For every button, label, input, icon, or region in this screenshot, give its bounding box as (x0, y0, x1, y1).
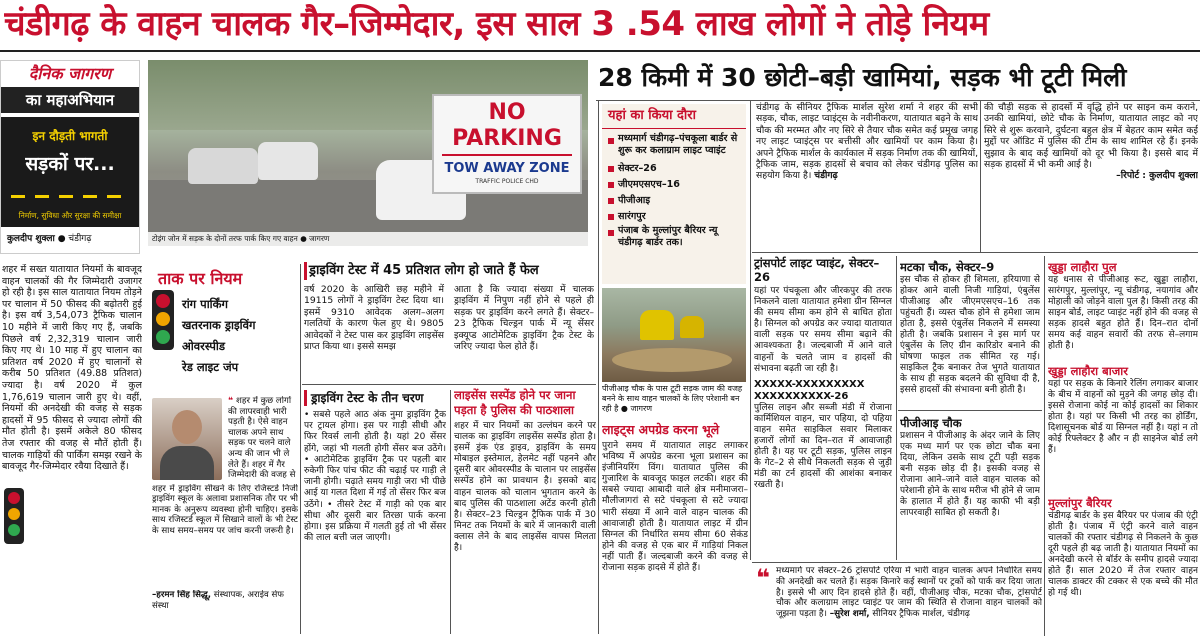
light-green-2 (8, 524, 20, 536)
matka-text: इस चौक से होकर ही शिमला, हरियाणा से होकर आने वाली निजी गाड़ियां, एंबुलेंस पीजीआइ और जीएमएसएच–16 तक पहुंचती हैं। व्यस्त चौक होने से हमेशा जाम होता है, इससे एंबुलेंस निकलने में समस्या होती है। जबकि प्रशासन ने इस मार्ग पर एंबुलेंस के लिए ग्रीन कारिडोर बनाने की घोषणा फाइल तक सीमित रह गई। साइकिल ट्रैक बनाकर तेज भुगते यातायात के साथ ही सड़क बदलने की सुविधा दी है, इससे हादसों की संभावना बनी होती है। (900, 275, 1040, 395)
headline: चंडीगढ़ के वाहन चालक गैर–जिम्मेदार, इस साल 3 .54 लाख लोगों ने तोड़े नियम (4, 4, 989, 44)
sign-sub: TOW AWAY ZONE (444, 161, 570, 176)
portrait-body (160, 446, 214, 480)
license-title-1: लाइसेंस सस्पेंड होने पर जाना (454, 388, 576, 402)
audit-report: –रिपोर्ट : कुलदीप शुक्ला (1116, 170, 1198, 182)
sign-divider (442, 154, 572, 156)
no-parking-photo (148, 60, 588, 246)
quote-body-1: शहर में कुछ लोगों की लापरवाही भारी पड़ती है। ऐसे वाहन चालक अपने साथ सड़क पर चलने वाले अन्य की जान भी ले लेते हैं। शहर में गैर जिम्मेदारी की वजह से (228, 396, 296, 480)
visit-item: सेक्टर–26 (608, 161, 740, 177)
marshal-place: चंडीगढ़ (814, 170, 838, 182)
subheadline: 28 किमी में 30 छोटी–बड़ी खामियां, सड़क भी टूटी मिली (598, 63, 1127, 92)
divider-2 (450, 390, 451, 634)
pgi-title: पीजीआइ चौक (900, 416, 962, 430)
khudda-market-text: यहां पर सड़क के किनारे रेलिंग लगाकर बाजार के बीच में वाहनों को मुड़ने की जगह छोड़ दी। इससे रोजाना कोई ना कोई हादसों का शिकार होता है। यहां पर किसी भी तरह का होर्डिंग, दिशासूचनक बोर्ड या सिग्नल नहीं है। यहां न तो कोई रिफ्लेक्टर है और न ही साइनेज बोर्ड लगे हैं। (1048, 379, 1198, 455)
pgi-text: प्रशासन ने पीजीआइ के अंदर जाने के लिए एक मध्य मार्ग पर एक छोटा चौक बना दिया, लेकिन उसके साथ टूटी पड़ी सड़क बनी सड़क छोड़ दी है। इसकी वजह से रोजाना आने–जाने वाले वाहन चालक को परेशानी होने के साथ मरीज भी होने से जाम के हालात में होते हैं। यह काफी भी बड़ी लापरवाही साबित हो सकती है। (900, 431, 1040, 518)
intro-text: शहर में सख्त यातायात नियमों के बावजूद वाहन चालकों की गैर जिम्मेदारी उजागर हो रही है। इस साल यातायात नियम तोड़ने पर चालान में 50 फीसद की बढ़ोतरी हुई है। इस वर्ष 3,54,073 ट्रैफिक चालान 10 महीने में जारी किए गए हैं, जबकि पिछले वर्ष 2,32,319 चालान जारी किए गए थे। 10 माह में हुए चालान का प्रतिशत वर्ष 2020 में हुए चालानों से करीब 50 प्रतिशत (49.88 प्रतिशत) ज्यादा है। वर्ष 2020 में कुल 1,76,619 चालान जारी हुए थे। वहीं, नियमों की अनदेखी की वजह से सड़क हादसों में 95 फीसद से ज्यादा लोगों की मौत होती है। इसमें अकेले 80 फीसद तेज रफ्तार की वजह से मौतें होती हैं। चालक गाड़ियों की पार्किंग समझ रखने के बावजूद गैर-जिम्मेदार रवैया दिखाते हैं। (2, 264, 142, 473)
campaign-line2: सड़कों पर... (25, 153, 115, 175)
divider-6 (980, 100, 981, 252)
visit-box (602, 104, 746, 284)
transport-text: यहां पर पंचकूला और जीरकपुर की तरफ निकलने वाला यातायात हमेशा ग्रीन सिग्नल की समय सीमा कम होने से बाधित होता है। सिग्नल को अपग्रेड कर ज्यादा यातायात वाली सड़क पर समय सीमा बढ़ाने की आवश्यकता है। जल्दबाजी में आने वाले वाहनों के चलते जाम व हादसों की संभावना बढ़ती जा रही है। (754, 286, 892, 374)
portrait-head (172, 410, 202, 444)
campaign-banner (1, 117, 139, 227)
matka-section (900, 256, 1040, 406)
khudda-bridge-section (1048, 256, 1198, 360)
khudda-bridge-title: खुड्डा लाहौरा पुल (1048, 260, 1117, 274)
khudda-market-section (1048, 360, 1198, 490)
bottom-quote-mark: ❝ (756, 566, 771, 590)
byline-sep: ● (57, 234, 69, 244)
campaign-brand: दैनिक जागरण (28, 64, 112, 83)
visit-item: पंजाब के मुल्लांपुर बैरियर न्यू चंडीगढ़ बार्डर तक। (608, 225, 740, 249)
car-1 (188, 148, 258, 184)
rule-item: रांग पार्किंग (182, 297, 228, 311)
quote-text-1 (228, 396, 298, 480)
rule-item: खतरनाक ड्राइविंग (182, 318, 256, 332)
khudda-market-title: खुड्डा लाहौरा बाजार (1048, 364, 1128, 378)
visit-item: पीजीआइ (608, 193, 740, 209)
divider-1 (300, 264, 301, 634)
campaign-tagline: निर्माण, सुविधा और सुरक्षा की समीक्षा (18, 211, 122, 220)
divider-4 (750, 100, 751, 560)
traffic-light-icon-2 (4, 488, 24, 544)
car-2 (258, 142, 318, 180)
bottom-quote (776, 566, 1042, 636)
sign-small: TRAFFIC POLICE CHD (475, 178, 539, 185)
mullanpur-section (1048, 492, 1198, 634)
divider-3 (598, 100, 599, 634)
test-left: वर्ष 2020 के आखिरी छह महीने में 19115 लोगों ने ड्राइविंग टेस्ट दिया था। इसमें 9310 आवेदक अलग–अलग गलतियों के कारण फेल हुए थे। 9805 आवेदकों ने टेस्ट पास कर ड्राइविंग लाइसेंस प्राप्त किया था। इससे समझ (304, 284, 444, 353)
audit-article (984, 102, 1198, 250)
light-amber-2 (8, 508, 20, 520)
rule-item: रेड लाइट जंप (182, 360, 239, 374)
byline-name: कुलदीप शुक्ला (7, 234, 55, 244)
transport-title: ट्रांसपोर्ट लाइट प्वाइंट, सेक्टर–26 (754, 256, 880, 284)
rule-marshal (752, 252, 1198, 253)
lights-text: पुराने समय में यातायात लाइट लगाकर भविष्य में अपग्रेड करना भूला प्रशासन का इंजीनियरिंग विंग। यातायात पुलिस की गुजारिश के बावजूद फाइल लटकी। शहर की सबसे ज्यादा आबादी वाले क्षेत्र मनीमाजरा–मौलीजागरां से सटे पंचकूला से सटे ज्यादा भारी संख्या में आने वाले वाहन चालक की आवाजाही होती है। यातायात लाइट में ग्रीन सिग्नल की निर्धारित समय सीमा 60 सेकंड होने की वजह से एक बार में गाड़ियां निकल नहीं पाती हैं। जल्दबाजी करने की वजह से रोजाना सड़क हादसे में होते हैं। (602, 441, 748, 574)
matka-title: मटका चौक, सेक्टर–9 (900, 260, 995, 274)
byline-place: चंडीगढ़ (68, 234, 92, 244)
campaign-byline-row (1, 227, 139, 248)
visit-item: मध्यमार्ग चंडीगढ़–पंचकूला बार्डर से शुरू कर कलाग्राम लाइट प्वाइंट (608, 133, 740, 157)
rules-box (146, 268, 296, 392)
stages-title: ड्राइविंग टेस्ट के तीन चरण (304, 390, 446, 406)
rule-matka (898, 410, 1042, 411)
photo-caption: टोइंग जोन में सड़क के दोनों तरफ पार्क किए गए वाहन ● जागरण (148, 232, 588, 246)
auto-rickshaw (640, 310, 674, 340)
visit-item: जीएमएसएच–16 (608, 177, 740, 193)
road-stripe (11, 195, 129, 198)
marshal-article (756, 102, 978, 248)
sign-board (432, 94, 582, 194)
rules-title: ताक पर नियम (158, 269, 243, 288)
rules-list (182, 294, 256, 378)
bottom-quote-author: –सुरेश शर्मा, (829, 609, 870, 620)
transport-garbled: XXXXX-XXXXXXXXX XXXXXXXXXX-26 (754, 378, 865, 402)
sub-rule (596, 100, 1200, 101)
test-title: ड्राइविंग टेस्ट में 45 प्रतिशत लोग हो जाते हैं फेल (304, 262, 594, 280)
bottom-quote-text: मध्यमार्ग पर सेक्टर–26 ट्रांसपोर्ट एरिया में भारी वाहन चालक अपने निर्धारित समय की अनदेखी कर चलते हैं। सड़क किनारे कई स्थानों पर ट्रकों को पार्क कर दिया जाता है। इससे भी आए दिन हादसे होते हैं। वहीं, पीजीआइ चौक, मटका चौक, ट्रांसपोर्ट चौक और कलाग्राम लाइट प्वाइंट पर जाम की स्थिति से रोजाना वाहन चालकों को जूझना पड़ता है। (776, 566, 1042, 620)
license-text: शहर में चार नियमों का उल्लंघन करने पर चालक का ड्राइविंग लाइसेंस सस्पेंड होता है। इसमें ड्रंक एंड ड्राइव, ड्राइविंग के समय मोबाइल इस्तेमाल, हेलमेट नहीं पहनने और दूसरी बार ओवरस्पीड के चालान पर लाइसेंस सस्पेंड होने का प्रावधान है। इसको बाद वाहन चालक को चालान भुगतान करने के बाद पुलिस की पाठशाला अटेंड करनी होती है। सेक्टर–23 चिल्ड्रन ट्रैफिक पार्क में 30 मिनट तक नियमों के बारे में जानकारी वाली क्लास लेने के बाद लाइसेंस वापस मिलता है। (454, 421, 596, 554)
divider-7 (1044, 256, 1045, 636)
transport-section (754, 256, 892, 560)
khudda-bridge-text: यह धनास से पीजीआइ रूट, खुड्डा लाहौरा, सारंगपुर, मुल्लांपुर, न्यू चंडीगढ़, नयागांव और मोहाली को जोड़ने वाला पुल है। किसी तरह की साइन बोर्ड, लाइट प्वाइंट नहीं होने की वजह से सड़क हादसे बहुत होते हैं। दिन–रात दोनों समय कई वाहन सवारों की तरफ से–लगाम होती है। (1048, 275, 1198, 351)
quote-author-row (152, 590, 298, 614)
rule-item: ओवरस्पीड (182, 339, 225, 353)
stages-text: • सबसे पहले आठ अंक नुमा ड्राइविंग ट्रैक पर ट्रायल होगा। इस पर गाड़ी सीधी और फिर रिवर्स लानी होती है। यहां 20 सेंसर होंगे, जहां भी गलती होगी सेंसर बज उठेंगे। • आटोमेटिक ड्राइविंग ट्रैक पर पहली बार रुकेगी फिर पांच फीट की चढ़ाई पर गाड़ी ले जानी होगी। चढ़ाते समय गाड़ी जरा भी पीछे आई या गलत दिशा में गई तो सेंसर फिर बज उठेंगे। • तीसरे टेस्ट में गाड़ी को एक बार सीधा और दूसरी बार तिरछा पार्क करना होगा। इस प्रक्रिया में गलती हुई तो भी सेंसर की लाल बत्ती जल जाएगी। (304, 410, 446, 544)
campaign-title: का महाअभियान (1, 87, 139, 113)
test-right: आता है कि ज्यादा संख्या में चालक ड्राइविंग में निपुण नहीं होने से पहले ही सड़क पर ड्राइविंग करने लगते हैं। सेक्टर–23 ट्रैफिक चिल्ड्रन पार्क में न्यू सेंसर इक्यूप्ड आटोमेटिक ड्राइविंग ट्रैक टेस्ट के जरिए ज्यादा फेल होते हैं। (454, 284, 594, 353)
quote-text-2 (152, 484, 298, 586)
quote-role: संस्थापक, अराईव सेफ संस्था (152, 590, 284, 611)
campaign-box (0, 60, 140, 254)
transport-tail: पुलिस लाइन और सब्जी मंडी में रोजाना कार्मिशियल वाहन, चार पहिया, दो पहिया वाहन समेत साइकिल सवार मिलाकर हजारों लोगों का दिन–रात में आवाजाही होती है। यह पर टूटी सड़क, पुलिस लाइन के गेट–2 से सीधे निकलती सड़क से जुड़ी मंडी का टर्न हादसों की आशंका बनाकर रखती है। (754, 402, 892, 491)
visit-list (602, 129, 746, 253)
rule-test (302, 384, 596, 385)
lights-title: लाइट्स अपग्रेड करना भूले (602, 422, 720, 437)
campaign-line1: इन दौड़ती भागती (32, 129, 108, 143)
bottom-quote-role: सीनियर ट्रैफिक मार्शल, चंडीगढ़ (872, 609, 970, 620)
marshal-text: चंडीगढ़ के सीनियर ट्रैफिक मार्शल सुरेश शर्मा ने शहर की सभी सड़क, चौक, लाइट प्वाइंट्स के नवीनीकरण, यातायात बढ़ने के साथ चौक की मरम्मत और नए सिरे से तैयार चौक समेत कई प्रमुख जगह नए लाइट प्वाइंट्स पर बत्तीसी और खामियों पर काम किया है। अपने ट्रैफिक मार्शल के कार्यकाल में सड़क निर्माण तक की खामियों, ट्रैफिक जाम, सड़क हादसों से बचाव को लेकर चंडीगढ़ पुलिस का सहयोग किया है। (756, 102, 978, 182)
license-section (454, 388, 596, 634)
license-title-2: पड़ता है पुलिस की पाठशाला (454, 403, 574, 417)
broken-road-photo (602, 288, 746, 382)
visit-item: सारंगपुर (608, 209, 740, 225)
sign-title: NO PARKING (452, 100, 562, 151)
divider-5 (896, 256, 897, 560)
quote-portrait (152, 398, 222, 480)
auto-rickshaw-2 (680, 316, 704, 338)
quote-author: –हरमन सिंह सिद्धू, (152, 590, 212, 600)
intro-article (2, 264, 142, 602)
headline-rule (0, 50, 1200, 52)
test-section (304, 262, 594, 382)
audit-text: की चौड़ी सड़क से हादसों में वृद्धि होने पर साइन कम कराने, उनकी खामियां, छोटे चौक के निर्माण, यातायात लाइट को नए सिरे से शुरू करवाने, दुर्घटना बहुल क्षेत्र में बेहतर काम समेत कई मुद्दों पर ऑडिट में पुलिस की टीम के साथ शामिल रहे हैं। इनके सुझाव के बाद कई खामियों को दूर भी किया है। इससे बाद में सड़क हादसों में भी कमी आई है। (984, 102, 1198, 171)
mullanpur-text: चंडीगढ़ बार्डर के इस बैरियर पर पंजाब की एंट्री होती है। पंजाब में एंट्री करने वाले वाहन चालकों की रफ्तार चंडीगढ़ से निकलने के कुछ दूरी पहले ही बढ़ जाती है। यातायात नियमों का अनदेखी करने से बॉर्डर के समीप हादसे ज्यादा होते हैं। साल 2020 में तेज रफ्तार वाहन चालक डाक्टर की टक्कर से एक बच्चे की मौत हो गई थी। (1048, 511, 1198, 598)
pgi-section (900, 412, 1040, 560)
visit-photo-caption: पीजीआइ चौक के पास टूटी सड़क जाम की वजह बनने के साथ वाहन चालकों के लिए परेशानी बन रही है ● जागरण (602, 384, 743, 413)
rule-bottom-quote (752, 562, 1042, 563)
light-red-2 (8, 492, 20, 504)
pothole (612, 348, 732, 372)
lights-section (602, 422, 748, 582)
stages-section (304, 390, 446, 634)
quote-body-2: शहर में ड्राइविंग सीखने के लिए रजिस्टर्ड निजी ड्राइविंग स्कूल के अलावा प्रशासनिक तौर पर भी मानक के अनुरूप व्यवस्था होनी चाहिए। इसके साथ रजिस्टर्ड स्कूल में सिखाने वालों के भी टेस्ट के साथ समय–समय पर जांच करनी जरूरी है। (152, 484, 298, 536)
quote-mark: ❝ (228, 396, 237, 406)
mullanpur-title: मुल्लांपुर बैरियर (1048, 496, 1112, 510)
visit-title: यहां का किया दौरा (602, 104, 746, 129)
